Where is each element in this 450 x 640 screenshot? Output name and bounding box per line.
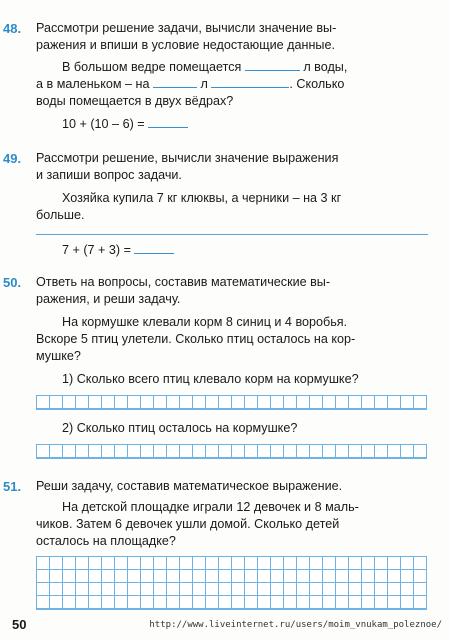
answer-line[interactable] xyxy=(36,234,428,235)
task-number: 50. xyxy=(3,275,22,290)
task-number: 49. xyxy=(3,151,22,166)
answer-blank[interactable] xyxy=(153,77,197,88)
task-heading-line: и запиши вопрос задачи. xyxy=(36,168,182,182)
task-49-expression xyxy=(36,242,426,259)
task-heading-line: ражения, и реши задачу. xyxy=(36,292,181,306)
task-text-line: воды помещается в двух вёдрах? xyxy=(36,94,234,108)
task-number: 48. xyxy=(3,21,22,36)
answer-blank[interactable] xyxy=(148,117,188,128)
page-number: 50 xyxy=(12,617,27,632)
task-heading-line: ражения и впиши в условие недостающие данные. xyxy=(36,38,335,52)
task-text-line: а в маленьком – на л . Сколько xyxy=(36,77,345,91)
task-text-line: чиков. Затем 6 девочек ушли домой. Сколько детей xyxy=(36,517,340,531)
task-heading-line: Ответь на вопросы, составив математические вы- xyxy=(36,275,331,289)
question-line: 1) Сколько всего птиц клевало корм на кормушке? xyxy=(62,372,359,386)
answer-grid[interactable] xyxy=(36,395,427,410)
answer-blank[interactable] xyxy=(134,243,174,254)
task-48 xyxy=(3,20,426,133)
task-text-line: В большом ведре помещается л воды, xyxy=(62,60,348,74)
task-text-line: Хозяйка купила 7 кг клюквы, а черники – на 3 кг xyxy=(62,191,342,205)
expression-line: 10 + (10 – 6) = xyxy=(36,116,426,133)
task-49 xyxy=(3,150,426,224)
task-51 xyxy=(3,478,426,550)
task-text-line: Вскоре 5 птиц улетели. Сколько птиц осталось на кор- xyxy=(36,332,356,346)
task-heading-line: Рассмотри решение задачи, вычисли значение вы- xyxy=(36,21,337,35)
task-text-line: На детской площадке играли 12 девочек и 8 маль- xyxy=(62,500,359,514)
expression-line: 7 + (7 + 3) = xyxy=(36,242,426,259)
task-heading-line: Рассмотри решение, вычисли значение выражения xyxy=(36,151,339,165)
question-line: 2) Сколько птиц осталось на кормушке? xyxy=(62,421,298,435)
task-text-line: На кормушке клевали корм 8 синиц и 4 воробья. xyxy=(62,315,348,329)
answer-blank[interactable] xyxy=(245,60,300,71)
task-text-line: мушке? xyxy=(36,349,81,363)
task-text-line: осталось на площадке? xyxy=(36,534,176,548)
task-50-q2 xyxy=(36,420,426,437)
answer-grid[interactable] xyxy=(36,556,427,610)
source-url: http://www.liveinternet.ru/users/moim_vnukam_poleznoe/ xyxy=(149,620,442,630)
task-50 xyxy=(3,274,426,388)
answer-grid[interactable] xyxy=(36,444,427,459)
answer-blank[interactable] xyxy=(211,77,289,88)
task-number: 51. xyxy=(3,479,22,494)
task-text-line: больше. xyxy=(36,208,85,222)
task-heading-line: Реши задачу, составив математическое выражение. xyxy=(36,479,343,493)
